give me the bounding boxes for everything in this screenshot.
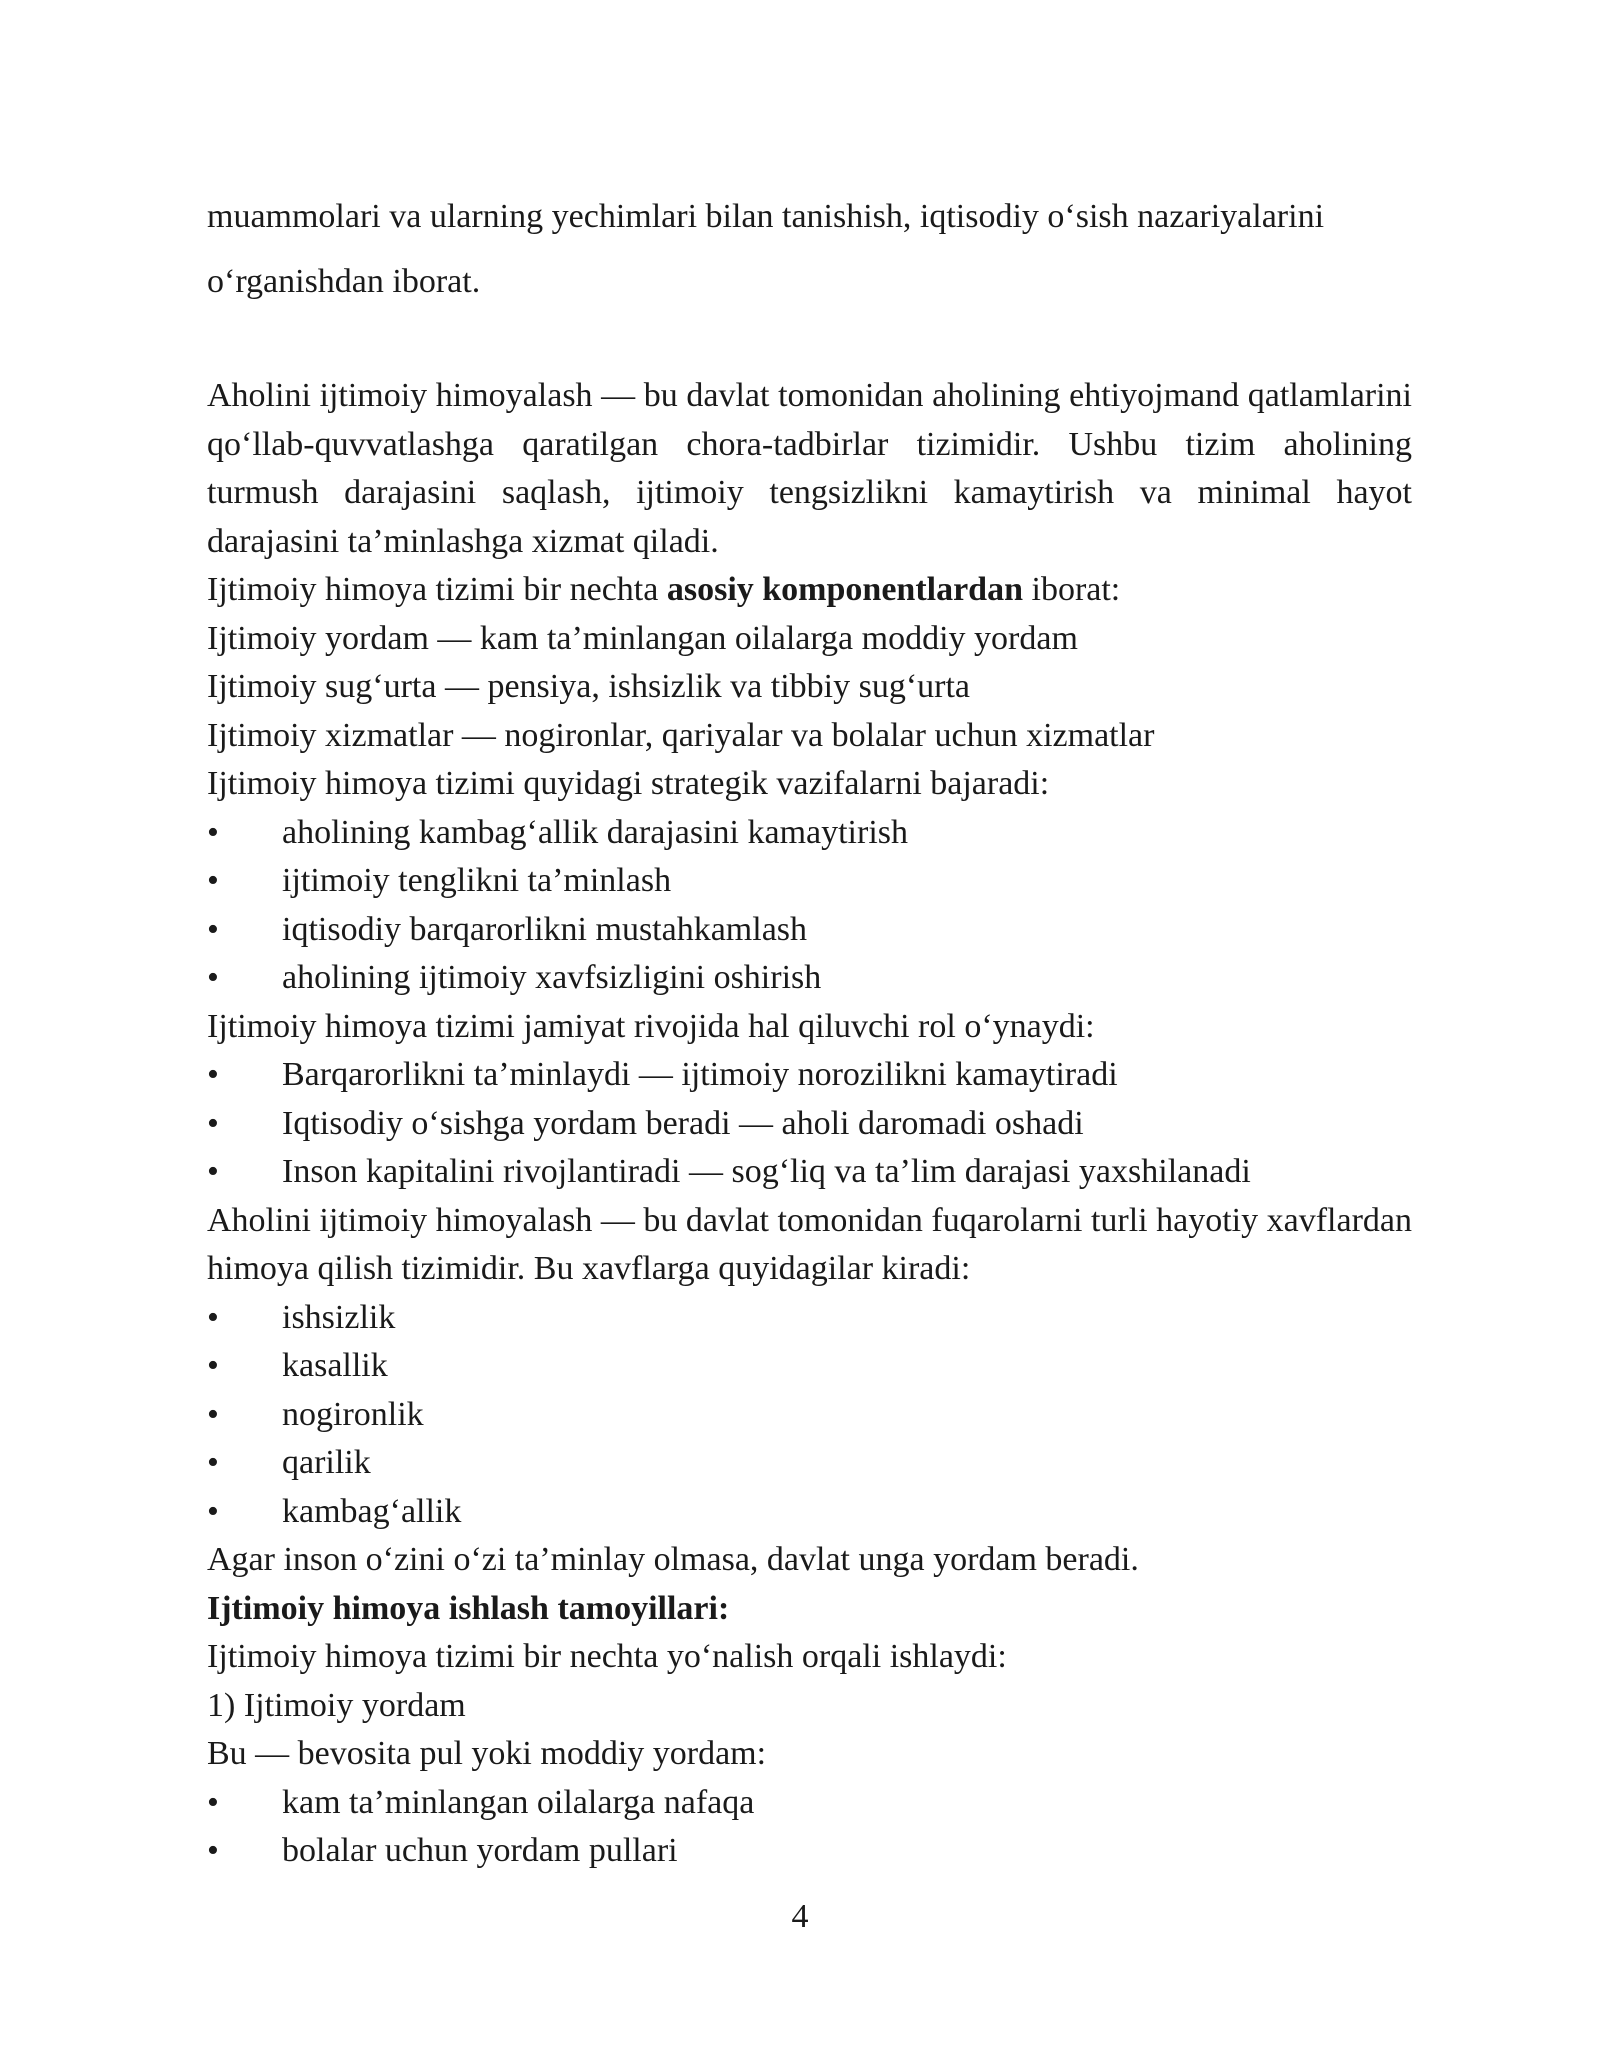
list-item (207, 1148, 1412, 1197)
list-item (207, 1051, 1412, 1100)
list-item-text: aholining ijtimoiy xavfsizligini oshirish (282, 959, 822, 996)
list-item-text: kam ta’minlangan oilalarga nafaqa (282, 1783, 755, 1821)
directions-intro: Ijtimoiy himoya tizimi bir nechta yo‘nalish orqali ishlaydi: (207, 1638, 1007, 1675)
list-item (207, 809, 1412, 858)
bullet-icon: • (207, 1104, 219, 1142)
list-item-text: iqtisodiy barqarorlikni mustahkamlash (282, 910, 808, 948)
list-item (207, 857, 1412, 906)
intro-line-1: muammolari va ularning yechimlari bilan tanishish, iqtisodiy o‘sish nazariyalarini (207, 198, 1325, 235)
bullet-icon: • (207, 1347, 219, 1384)
principles-heading (207, 1585, 1412, 1634)
list-item (207, 1100, 1412, 1149)
list-item (207, 1391, 1412, 1440)
bullet-icon: • (207, 813, 219, 851)
components-intro-bold: asosiy komponentlardan (666, 571, 1023, 608)
list-item-text: bolalar uchun yordam pullari (282, 1832, 678, 1869)
list-item-text: qarilik (282, 1444, 371, 1481)
list-item-text: ijtimoiy tenglikni ta’minlash (282, 862, 672, 899)
list-item (207, 906, 1412, 955)
components-intro-end: iborat: (1023, 571, 1121, 608)
list-item-text: kasallik (282, 1347, 388, 1384)
bullet-icon: • (207, 1153, 219, 1190)
page-number: 4 (791, 1898, 809, 1935)
list-item-text: Barqarorlikni ta’minlaydi — ijtimoiy norozilikni kamaytiradi (282, 1056, 1118, 1093)
list-item (207, 954, 1412, 1003)
bullet-icon: • (207, 1492, 219, 1530)
list-item-text: ishsizlik (282, 1298, 396, 1336)
section-1-title: 1) Ijtimoiy yordam (207, 1686, 466, 1724)
bullet-icon: • (207, 910, 219, 948)
section-1-intro: Bu — bevosita pul yoki moddiy yordam: (207, 1735, 767, 1772)
intro-line-2: o‘rganishdan iborat. (207, 263, 481, 300)
risks-list (207, 1294, 1412, 1537)
tasks-list (207, 809, 1412, 1003)
self-support-sentence: Agar inson o‘zini o‘zi ta’minlay olmasa, davlat unga yordam beradi. (207, 1541, 1139, 1578)
bullet-icon: • (207, 1783, 219, 1821)
bullet-icon: • (207, 1444, 219, 1481)
component-line: Ijtimoiy sug‘urta — pensiya, ishsizlik va tibbiy sug‘urta (207, 668, 971, 705)
bullet-icon: • (207, 959, 219, 996)
bullet-icon: • (207, 1056, 219, 1093)
roles-list (207, 1051, 1412, 1197)
list-item (207, 1439, 1412, 1488)
list-item (207, 1342, 1412, 1391)
list-item (207, 1827, 1412, 1876)
aid-list (207, 1779, 1412, 1876)
list-item-text: aholining kambag‘allik darajasini kamaytirish (282, 813, 908, 851)
role-intro: Ijtimoiy himoya tizimi jamiyat rivojida hal qiluvchi rol o‘ynaydi: (207, 1007, 1095, 1045)
list-item (207, 1488, 1412, 1537)
list-item (207, 1779, 1412, 1828)
components-intro (207, 566, 1412, 615)
component-line: Ijtimoiy xizmatlar — nogironlar, qariyalar va bolalar uchun xizmatlar (207, 716, 1155, 754)
bullet-icon: • (207, 862, 219, 899)
definition-paragraph: Aholini ijtimoiy himoyalash — bu davlat tomonidan aholining ehtiyojmand qatlamlarini qo‘llab-quvvatlashga qaratilgan chora-tadbirlar tizimidir. Ushbu tizim aholining turmush darajasini saqlash, ijtimoiy tengsizlikni kamaytirish va minimal hayot darajasini ta’minlashga xizmat qiladi. (207, 377, 1412, 560)
risks-paragraph: Aholini ijtimoiy himoyalash — bu davlat tomonidan fuqarolarni turli hayotiy xavflardan himoya qilish tizimidir. Bu xavflarga quyidagilar kiradi: (207, 1201, 1412, 1287)
list-item-text: Inson kapitalini rivojlantiradi — sog‘liq va ta’lim darajasi yaxshilanadi (282, 1153, 1251, 1190)
bullet-icon: • (207, 1832, 219, 1869)
document-page (207, 184, 1412, 1876)
list-item-text: Iqtisodiy o‘sishga yordam beradi — aholi daromadi oshadi (282, 1104, 1084, 1142)
principles-heading-text: Ijtimoiy himoya ishlash tamoyillari: (207, 1589, 730, 1627)
bullet-icon: • (207, 1298, 219, 1336)
component-line: Ijtimoiy yordam — kam ta’minlangan oilalarga moddiy yordam (207, 619, 1078, 657)
intro-paragraph (207, 184, 1412, 314)
list-item-text: nogironlik (282, 1395, 424, 1433)
components-intro-text: Ijtimoiy himoya tizimi bir nechta (207, 571, 667, 608)
bullet-icon: • (207, 1395, 219, 1433)
main-content (207, 372, 1412, 1876)
tasks-intro: Ijtimoiy himoya tizimi quyidagi strategik vazifalarni bajaradi: (207, 765, 1050, 802)
list-item (207, 1294, 1412, 1343)
list-item-text: kambag‘allik (282, 1492, 462, 1530)
